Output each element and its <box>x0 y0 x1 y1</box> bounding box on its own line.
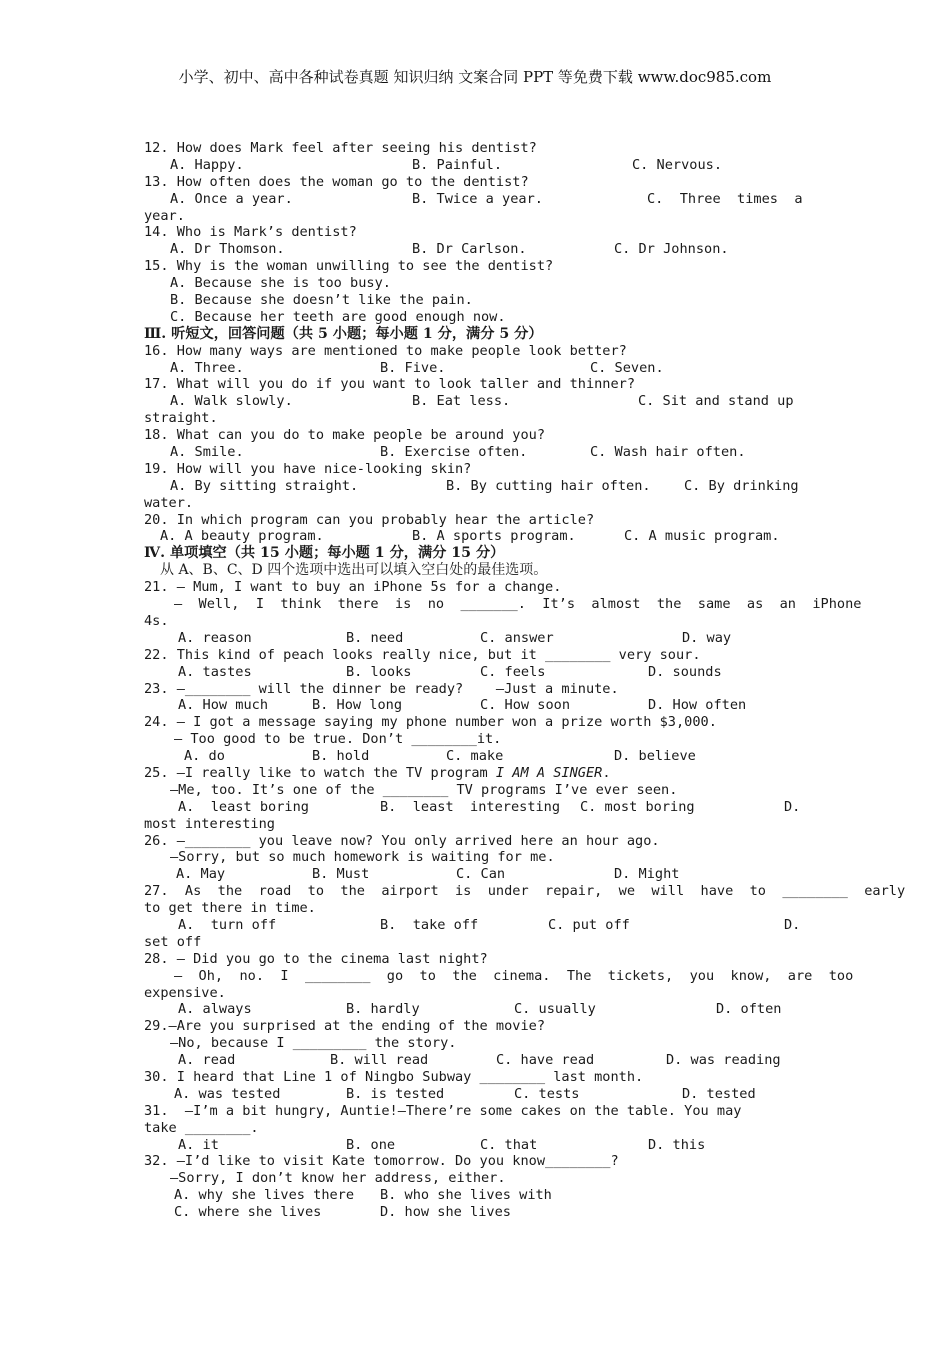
option-31-c[interactable]: C. that <box>480 1136 538 1153</box>
question-29-line-2: —No, because I _________ the story. <box>170 1035 457 1052</box>
option-26-b[interactable]: B. Must <box>312 866 370 883</box>
question-21-line-3: 4s. <box>144 612 169 629</box>
question-32-line-1: 32. —I’d like to visit Kate tomorrow. Do you know________? <box>144 1153 619 1170</box>
question-28-line-2: — Oh, no. I ________ go to the cinema. The tickets, you know, are too <box>174 967 854 984</box>
option-19-b[interactable]: B. By cutting hair often. <box>446 477 651 494</box>
question-14: 14. Who is Mark’s dentist? <box>144 224 357 241</box>
question-13: 13. How often does the woman go to the dentist? <box>144 173 529 190</box>
option-20-c[interactable]: C. A music program. <box>624 528 780 545</box>
section-3-heading: Ⅲ. 听短文，回答问题（共 5 小题；每小题 1 分，满分 5 分） <box>144 325 543 342</box>
exam-content <box>144 140 906 1221</box>
option-12-a[interactable]: A. Happy. <box>170 156 244 173</box>
option-30-d[interactable]: D. tested <box>682 1085 756 1102</box>
option-27-d-continued: set off <box>144 933 202 950</box>
option-28-d[interactable]: D. often <box>716 1001 782 1018</box>
question-21-line-1: 21. — Mum, I want to buy an iPhone 5s for a change. <box>144 579 562 596</box>
option-27-d[interactable]: D. <box>784 916 801 933</box>
option-20-a[interactable]: A. A beauty program. <box>160 528 324 545</box>
page-header: 小学、初中、高中各种试卷真题 知识归纳 文案合同 PPT 等免费下载 www.doc985.com <box>178 68 772 86</box>
options-29 <box>144 1052 808 1069</box>
option-23-b[interactable]: B. How long <box>312 697 403 714</box>
option-29-a[interactable]: A. read <box>178 1052 236 1069</box>
option-22-a[interactable]: A. tastes <box>178 663 252 680</box>
question-26-line-1: 26. —________ you leave now? You only arrived here an hour ago. <box>144 832 660 849</box>
question-25-period: . <box>602 764 611 781</box>
option-17-c-continued: straight. <box>144 410 218 427</box>
option-15-b[interactable]: B. Because she doesn’t like the pain. <box>170 292 473 309</box>
options-16 <box>144 360 808 377</box>
option-32-d[interactable]: D. how she lives <box>380 1204 511 1221</box>
question-25-line-1 <box>144 765 808 782</box>
option-14-c[interactable]: C. Dr Johnson. <box>614 241 729 258</box>
option-16-c[interactable]: C. Seven. <box>590 359 664 376</box>
program-title: I AM A SINGER <box>495 764 603 781</box>
options-32-row-2 <box>144 1204 808 1221</box>
options-13 <box>144 191 808 208</box>
options-22 <box>144 664 808 681</box>
option-14-a[interactable]: A. Dr Thomson. <box>170 241 285 258</box>
question-30: 30. I heard that Line 1 of Ningbo Subway ________ last month. <box>144 1068 644 1085</box>
option-30-c[interactable]: C. tests <box>514 1085 580 1102</box>
question-26-line-2: —Sorry, but so much homework is waiting for me. <box>170 849 555 866</box>
option-25-d-continued: most interesting <box>144 815 275 832</box>
option-18-c[interactable]: C. Wash hair often. <box>590 444 746 461</box>
question-24-line-2: — Too good to be true. Don’t ________it. <box>174 731 502 748</box>
option-18-a[interactable]: A. Smile. <box>170 444 244 461</box>
option-30-a[interactable]: A. was tested <box>174 1085 281 1102</box>
option-19-c-continued: water. <box>144 494 194 511</box>
section-4-instructions: 从 A、B、C、D 四个选项中选出可以填入空白处的最佳选项。 <box>160 562 548 579</box>
option-13-b[interactable]: B. Twice a year. <box>412 190 543 207</box>
option-22-d[interactable]: D. sounds <box>648 663 722 680</box>
options-26 <box>144 866 808 883</box>
option-17-b[interactable]: B. Eat less. <box>412 393 511 410</box>
options-17 <box>144 393 808 410</box>
option-26-c[interactable]: C. Can <box>456 866 506 883</box>
question-20: 20. In which program can you probably hear the article? <box>144 511 595 528</box>
option-17-c[interactable]: C. Sit and stand up <box>638 393 794 410</box>
option-27-c[interactable]: C. put off <box>548 916 630 933</box>
option-29-c[interactable]: C. have read <box>496 1052 595 1069</box>
option-32-a[interactable]: A. why she lives there <box>174 1187 355 1204</box>
question-27-line-1: 27. As the road to the airport is under repair, we will have to ________ early <box>144 883 906 900</box>
option-26-a[interactable]: A. May <box>176 866 226 883</box>
options-27 <box>144 917 808 934</box>
option-24-d[interactable]: D. believe <box>614 748 696 765</box>
option-13-c[interactable]: C. Three times a <box>647 190 803 207</box>
option-13-c-continued: year. <box>144 207 185 224</box>
option-32-c[interactable]: C. where she lives <box>174 1204 322 1221</box>
option-22-b[interactable]: B. looks <box>346 663 412 680</box>
option-12-c[interactable]: C. Nervous. <box>632 156 723 173</box>
option-25-b[interactable]: B. least interesting <box>380 798 561 815</box>
option-17-a[interactable]: A. Walk slowly. <box>170 393 293 410</box>
question-15: 15. Why is the woman unwilling to see the dentist? <box>144 258 554 275</box>
options-14 <box>144 241 808 258</box>
option-12-b[interactable]: B. Painful. <box>412 156 503 173</box>
question-17: 17. What will you do if you want to look taller and thinner? <box>144 376 636 393</box>
option-24-a[interactable]: A. do <box>184 748 225 765</box>
option-14-b[interactable]: B. Dr Carlson. <box>412 241 527 258</box>
options-21 <box>144 630 808 647</box>
option-20-b[interactable]: B. A sports program. <box>412 528 576 545</box>
options-24 <box>144 748 808 765</box>
option-13-a[interactable]: A. Once a year. <box>170 190 293 207</box>
option-21-b[interactable]: B. need <box>346 629 404 646</box>
option-31-d[interactable]: D. this <box>648 1136 706 1153</box>
question-21-line-2: — Well, I think there is no _______. It’s almost the same as an iPhone <box>174 596 862 613</box>
option-27-a[interactable]: A. turn off <box>178 916 277 933</box>
question-31-line-2: take ________. <box>144 1119 259 1136</box>
section-4-heading: Ⅳ. 单项填空（共 15 小题；每小题 1 分，满分 15 分） <box>144 545 505 562</box>
option-28-c[interactable]: C. usually <box>514 1001 596 1018</box>
question-25-line-2: —Me, too. It’s one of the ________ TV programs I’ve ever seen. <box>170 781 678 798</box>
option-21-c[interactable]: C. answer <box>480 629 554 646</box>
option-23-a[interactable]: A. How much <box>178 697 269 714</box>
option-29-b[interactable]: B. will read <box>330 1052 429 1069</box>
option-21-a[interactable]: A. reason <box>178 629 252 646</box>
option-27-b[interactable]: B. take off <box>380 916 479 933</box>
question-29-line-1: 29.—Are you surprised at the ending of the movie? <box>144 1018 546 1035</box>
question-19: 19. How will you have nice-looking skin? <box>144 460 472 477</box>
options-20 <box>144 528 808 545</box>
option-19-a[interactable]: A. By sitting straight. <box>170 477 359 494</box>
question-24-line-1: 24. — I got a message saying my phone number won a prize worth $3,000. <box>144 714 717 731</box>
option-29-d[interactable]: D. was reading <box>666 1052 781 1069</box>
option-25-c[interactable]: C. most boring <box>580 798 695 815</box>
option-28-a[interactable]: A. always <box>178 1001 252 1018</box>
option-15-c[interactable]: C. Because her teeth are good enough now. <box>170 308 506 325</box>
option-24-b[interactable]: B. hold <box>312 748 370 765</box>
question-27-line-2: to get there in time. <box>144 900 316 917</box>
option-22-c[interactable]: C. feels <box>480 663 546 680</box>
option-18-b[interactable]: B. Exercise often. <box>380 444 528 461</box>
options-18 <box>144 444 808 461</box>
question-28-line-1: 28. — Did you go to the cinema last night? <box>144 950 488 967</box>
option-15-a[interactable]: A. Because she is too busy. <box>170 275 391 292</box>
option-23-c[interactable]: C. How soon <box>480 697 571 714</box>
option-30-b[interactable]: B. is tested <box>346 1085 445 1102</box>
option-24-c[interactable]: C. make <box>446 748 504 765</box>
option-31-a[interactable]: A. it <box>178 1136 219 1153</box>
options-28 <box>144 1001 808 1018</box>
question-28-line-3: expensive. <box>144 984 226 1001</box>
question-25-text: 25. —I really like to watch the TV program <box>144 764 496 781</box>
options-23 <box>144 697 808 714</box>
question-31-line-1: 31. —I’m a bit hungry, Auntie!—There’re some cakes on the table. You may <box>144 1102 742 1119</box>
option-25-d[interactable]: D. <box>784 798 801 815</box>
question-23: 23. —________ will the dinner be ready? —Just a minute. <box>144 680 619 697</box>
question-22: 22. This kind of peach looks really nice, but it ________ very sour. <box>144 646 701 663</box>
question-16: 16. How many ways are mentioned to make people look better? <box>144 342 627 359</box>
option-31-b[interactable]: B. one <box>346 1136 396 1153</box>
question-18: 18. What can you do to make people be around you? <box>144 427 546 444</box>
options-30 <box>144 1086 808 1103</box>
option-19-c[interactable]: C. By drinking <box>684 477 799 494</box>
options-25 <box>144 799 808 816</box>
option-16-b[interactable]: B. Five. <box>380 359 446 376</box>
option-28-b[interactable]: B. hardly <box>346 1001 420 1018</box>
question-32-line-2: —Sorry, I don’t know her address, either. <box>170 1170 506 1187</box>
option-25-a[interactable]: A. least boring <box>178 798 309 815</box>
options-32-row-1 <box>144 1187 808 1204</box>
question-12: 12. How does Mark feel after seeing his dentist? <box>144 140 537 156</box>
option-26-d[interactable]: D. Might <box>614 866 680 883</box>
option-23-d[interactable]: D. How often <box>648 697 747 714</box>
options-12 <box>144 157 808 174</box>
option-16-a[interactable]: A. Three. <box>170 359 244 376</box>
option-32-b[interactable]: B. who she lives with <box>380 1187 552 1204</box>
options-19 <box>144 478 808 495</box>
options-31 <box>144 1137 808 1154</box>
option-21-d[interactable]: D. way <box>682 629 732 646</box>
